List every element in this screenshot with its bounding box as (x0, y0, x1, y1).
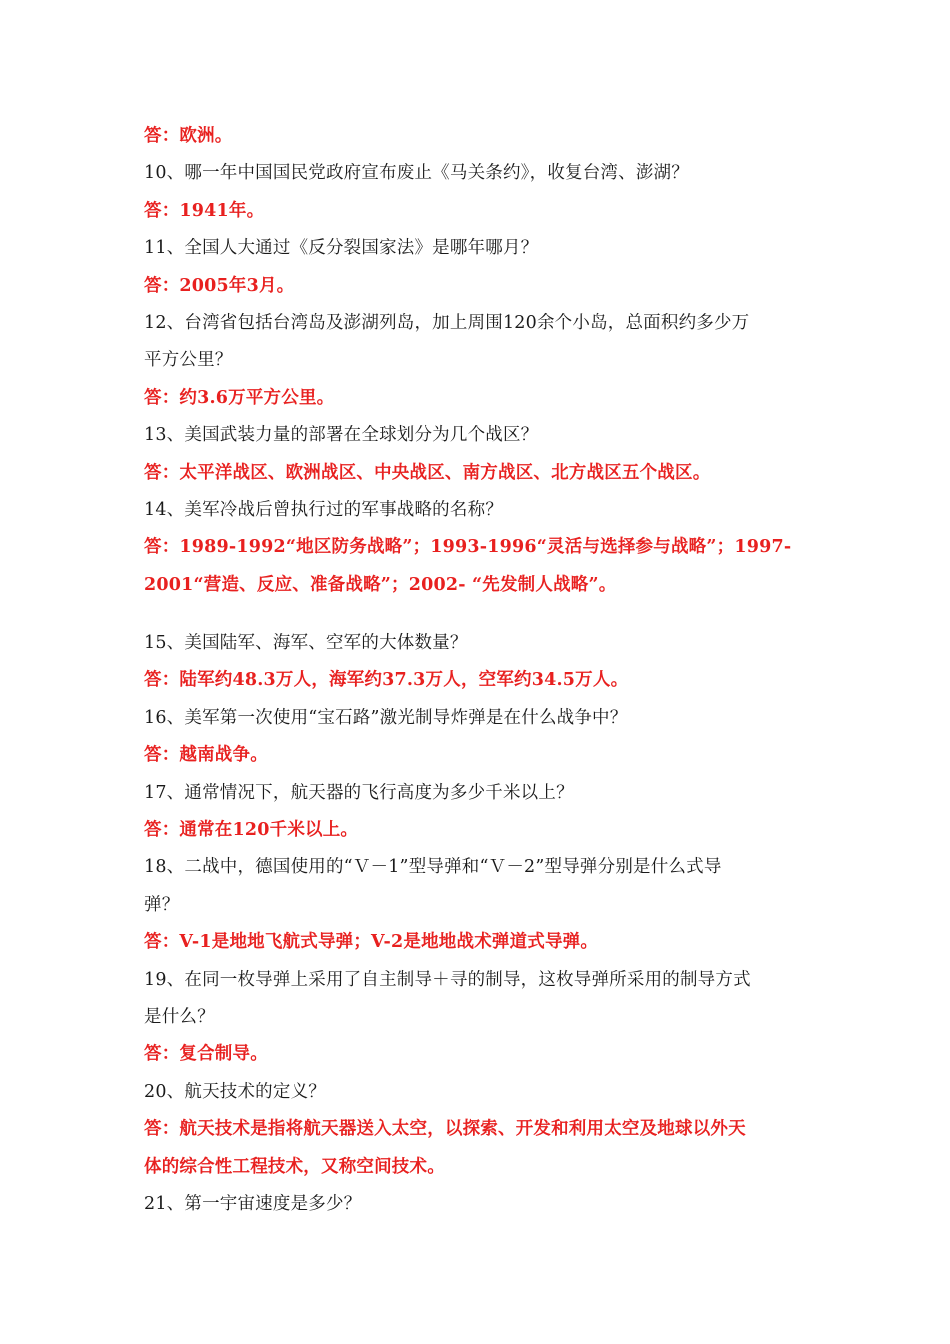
answer-line: 答：欧洲。 (144, 126, 233, 146)
answer-line: 答：1989-1992“地区防务战略”；1993-1996“灵活与选择参与战略”；1997- (144, 537, 792, 558)
question-line: 15、美国陆军、海军、空军的大体数量？ (144, 633, 468, 654)
question-line: 12、台湾省包括台湾岛及澎湖列岛，加上周围120余个小岛，总面积约多少万 (144, 312, 750, 333)
answer-line: 答：1941年。 (144, 200, 265, 221)
question-line: 19、在同一枚导弹上采用了自主制导＋寻的制导，这枚导弹所采用的制导方式 (144, 969, 751, 990)
question-line: 18、二战中，德国使用的“Ｖ－1”型导弹和“Ｖ－2”型导弹分别是什么式导 (144, 857, 722, 878)
question-line: 13、美国武装力量的部署在全球划分为几个战区？ (144, 425, 539, 446)
answer-line: 答：航天技术是指将航天器送入太空，以探索、开发和利用太空及地球以外天 (144, 1119, 746, 1140)
question-line-continued: 弹？ (144, 894, 180, 915)
answer-line: 答：约3.6万平方公里。 (144, 387, 335, 408)
answer-line: 答：通常在120千米以上。 (144, 820, 359, 841)
document-body (144, 118, 809, 1223)
question-line: 21、第一宇宙速度是多少？ (144, 1193, 362, 1214)
question-line: 17、通常情况下，航天器的飞行高度为多少千米以上？ (144, 782, 574, 803)
answer-line: 答：V-1是地地飞航式导弹；V-2是地地战术弹道式导弹。 (144, 932, 599, 953)
answer-line: 答：太平洋战区、欧洲战区、中央战区、南方战区、北方战区五个战区。 (144, 462, 711, 483)
answer-line: 答：陆军约48.3万人，海军约37.3万人，空军约34.5万人。 (144, 670, 629, 691)
question-line: 14、美军冷战后曾执行过的军事战略的名称？ (144, 499, 503, 520)
answer-line: 答：2005年3月。 (144, 275, 295, 296)
question-line: 16、美军第一次使用“宝石路”激光制导炸弹是在什么战争中？ (144, 707, 628, 728)
answer-line: 答：复合制导。 (144, 1044, 268, 1065)
question-line: 20、航天技术的定义？ (144, 1081, 326, 1102)
answer-line-continued: 体的综合性工程技术，又称空间技术。 (144, 1156, 445, 1177)
question-line: 11、全国人大通过《反分裂国家法》是哪年哪月？ (144, 238, 539, 259)
question-line: 10、哪一年中国国民党政府宣布废止《马关条约》，收复台湾、澎湖？ (144, 163, 689, 184)
paragraph-gap (144, 604, 809, 625)
question-line-continued: 平方公里？ (144, 350, 233, 371)
question-line-continued: 是什么？ (144, 1006, 215, 1027)
answer-line: 答：越南战争。 (144, 745, 268, 766)
answer-line-continued: 2001“营造、反应、准备战略”；2002- “先发制人战略”。 (144, 574, 617, 595)
